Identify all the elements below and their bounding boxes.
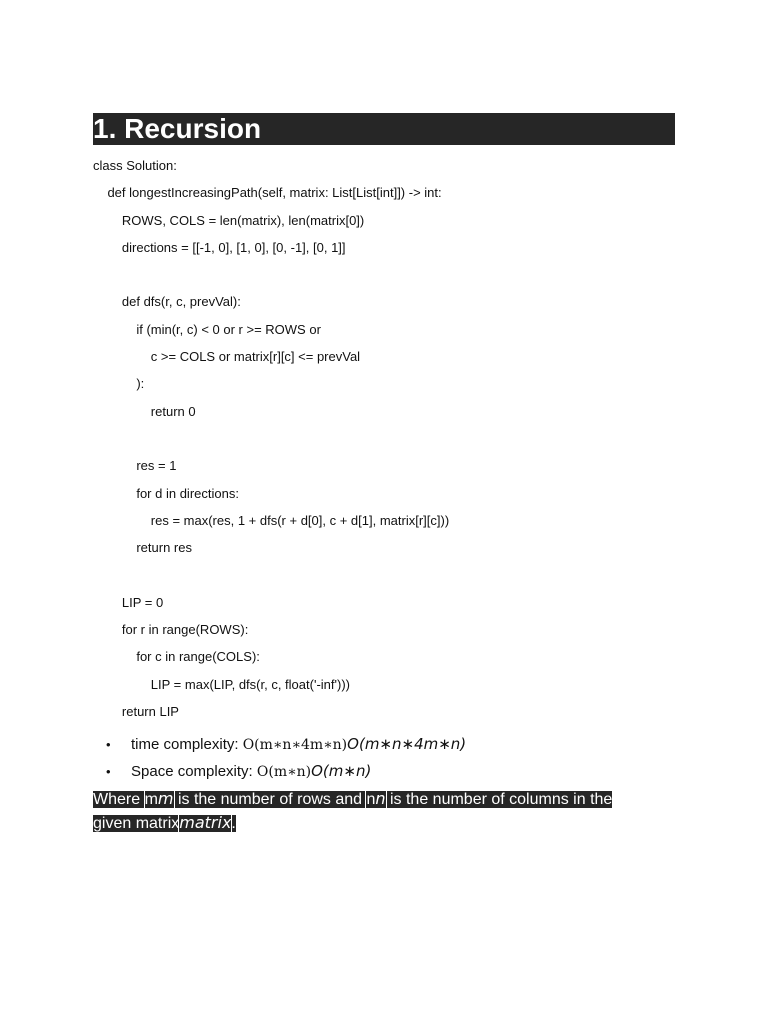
code-line: for c in range(COLS):: [93, 649, 260, 665]
time-complexity-label: time complexity:: [131, 736, 243, 754]
time-complexity-item: [93, 731, 675, 758]
code-line: for d in directions:: [93, 485, 239, 501]
code-line: c >= COLS or matrix[r][c] <= prevVal: [93, 349, 361, 365]
code-line: class Solution:: [93, 158, 177, 173]
note-matrix-math: matrix: [179, 813, 232, 833]
code-line: return LIP: [93, 703, 179, 719]
section-heading: 1. Recursion: [93, 113, 675, 145]
note-m-variable: [145, 791, 174, 808]
note-period: .: [231, 815, 236, 833]
note-n-variable: [366, 791, 385, 808]
note-where: Where: [93, 791, 145, 809]
bullet-icon: •: [106, 764, 111, 780]
complexity-list: [93, 731, 675, 785]
code-line: LIP = 0: [93, 594, 164, 610]
bullet-icon: •: [106, 737, 111, 753]
code-line: for r in range(ROWS):: [93, 622, 249, 638]
time-complexity-math: O(m∗n∗4m∗n): [347, 735, 467, 754]
note-m-math: m: [157, 789, 174, 809]
code-line: def longestIncreasingPath(self, matrix: List[List[int]]) -> int:: [93, 185, 442, 201]
code-line: if (min(r, c) < 0 or r >= ROWS or: [93, 321, 321, 337]
note-m-plain: m: [144, 791, 158, 809]
space-complexity-item: [93, 758, 675, 785]
note-n-plain: n: [366, 791, 376, 809]
note-n-math: n: [375, 789, 386, 809]
code-line: return 0: [93, 403, 196, 419]
code-line: [93, 265, 675, 292]
variables-note: [93, 787, 653, 835]
note-matrix-variable: [179, 815, 231, 832]
note-rows-text: is the number of rows and: [173, 791, 367, 809]
code-line: ROWS, COLS = len(matrix), len(matrix[0]): [93, 212, 365, 228]
space-complexity-plain: O(m∗n): [256, 764, 312, 781]
code-block: [93, 156, 675, 729]
time-complexity-plain: O(m∗n∗4m∗n): [242, 737, 348, 754]
code-line: LIP = max(LIP, dfs(r, c, float('-inf'))): [93, 676, 350, 692]
space-complexity-label: Space complexity:: [131, 763, 257, 781]
code-line: res = max(res, 1 + dfs(r + d[0], c + d[1], matrix[r][c])): [93, 512, 450, 528]
code-line: def dfs(r, c, prevVal):: [93, 294, 241, 310]
space-complexity-math: O(m∗n): [311, 762, 372, 781]
code-line: return res: [93, 540, 192, 556]
document-page: [93, 113, 675, 835]
code-line: res = 1: [93, 458, 177, 474]
code-line: [93, 565, 675, 592]
code-line: directions = [[-1, 0], [1, 0], [0, -1], [0, 1]]: [93, 239, 346, 255]
code-line: [93, 429, 675, 456]
note-cols-text: is the number of columns in the given matrix: [93, 791, 613, 833]
code-line: ):: [93, 376, 145, 392]
